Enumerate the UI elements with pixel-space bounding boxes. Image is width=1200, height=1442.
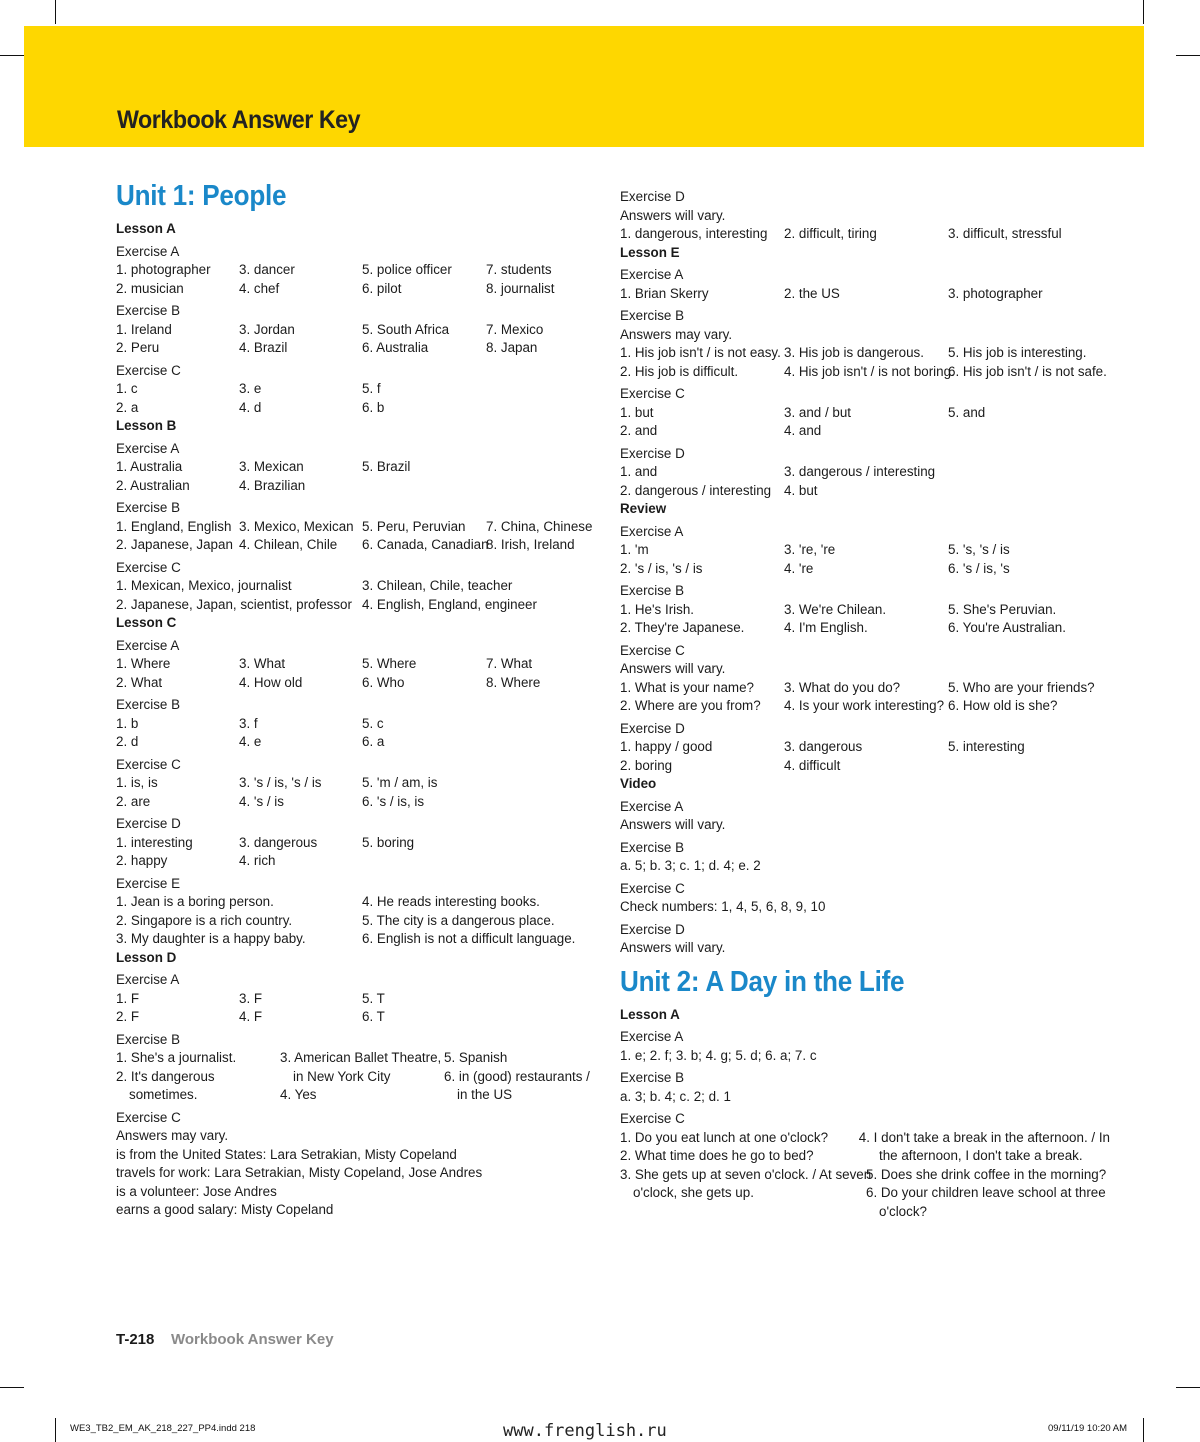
answer-cell: 4. but xyxy=(784,482,818,498)
exercise-label: Exercise A xyxy=(116,637,180,653)
answer-cell: Answers may vary. xyxy=(116,1128,229,1143)
left-sections xyxy=(116,220,596,1220)
answer-cell: 5. interesting xyxy=(948,739,1025,754)
lesson-heading: Review xyxy=(620,501,667,516)
answer-cell: 2. Australian xyxy=(116,477,190,493)
answer-cell: 1. Australia xyxy=(116,459,183,474)
answer-cell: 1. Do you eat lunch at one o'clock? xyxy=(620,1129,829,1145)
answer-row xyxy=(116,1008,596,1027)
answer-row xyxy=(620,816,1110,835)
exercise-label: Exercise A xyxy=(116,972,180,987)
exercise-label: Exercise A xyxy=(620,523,684,539)
answer-cell: 6. You're Australian. xyxy=(948,620,1066,635)
answer-row xyxy=(620,422,1110,441)
answer-cell: o'clock? xyxy=(879,1203,927,1219)
answer-cell: 6. b xyxy=(362,399,385,415)
watermark: www.frenglish.ru xyxy=(503,1421,667,1441)
answer-row xyxy=(116,1164,596,1183)
answer-row xyxy=(620,1088,1110,1107)
answer-row xyxy=(620,1203,1110,1222)
answer-cell: 5. and xyxy=(948,404,986,420)
lesson-heading: Video xyxy=(620,776,657,791)
answer-cell: 3. We're Chilean. xyxy=(784,601,887,617)
answer-cell: 6. English is not a difficult language. xyxy=(362,931,576,946)
crop-mark xyxy=(55,1418,56,1442)
crop-mark xyxy=(1143,1418,1144,1442)
answer-cell: 1. but xyxy=(620,404,654,420)
answer-row xyxy=(116,733,596,752)
exercise-label: Exercise B xyxy=(116,697,180,712)
answer-cell: 4. English, England, engineer xyxy=(362,596,537,612)
answer-cell: in the US xyxy=(457,1087,513,1102)
exercise-label: Exercise C xyxy=(620,386,685,401)
answer-cell: 5. boring xyxy=(362,834,415,850)
exercise-label: Exercise A xyxy=(116,243,180,259)
answer-row xyxy=(620,697,1110,716)
answer-row xyxy=(620,225,1110,244)
answer-cell: 3. 're, 're xyxy=(784,542,836,557)
left-column xyxy=(116,178,596,1220)
answer-row xyxy=(116,834,596,853)
answer-cell: 2. What xyxy=(116,674,163,690)
answer-row xyxy=(116,1086,596,1105)
answer-row xyxy=(620,939,1110,958)
answer-row xyxy=(116,774,596,793)
answer-cell: 6. Australia xyxy=(362,340,429,355)
answer-row xyxy=(116,261,596,280)
answer-cell: 4. 's / is xyxy=(239,793,284,809)
right-top-exercises xyxy=(620,188,1110,244)
answer-cell: 6. a xyxy=(362,734,385,749)
answer-row xyxy=(620,619,1110,638)
answer-row xyxy=(620,1129,1110,1148)
answer-cell: 6. His job isn't / is not safe. xyxy=(948,363,1107,379)
answer-cell: 3. She gets up at seven o'clock. / At seven xyxy=(620,1166,872,1182)
answer-row xyxy=(620,1047,1110,1066)
answer-cell: 4. Yes xyxy=(280,1087,317,1102)
answer-row xyxy=(620,482,1110,501)
answer-cell: 1. interesting xyxy=(116,834,193,850)
exercise-label: Exercise D xyxy=(620,445,685,461)
answer-cell: 1. His job isn't / is not easy. xyxy=(620,345,781,360)
answer-cell: 4. I'm English. xyxy=(784,620,868,635)
answer-row xyxy=(116,280,596,299)
answer-row xyxy=(620,660,1110,679)
page-number: T-218 xyxy=(116,1331,155,1348)
answer-cell: 3. photographer xyxy=(948,285,1043,301)
answer-row xyxy=(620,757,1110,776)
answer-cell: 4. rich xyxy=(239,853,276,868)
answer-cell: 3. What xyxy=(239,656,286,671)
answer-cell: 5. Who are your friends? xyxy=(948,679,1095,695)
answer-cell: 1. F xyxy=(116,990,140,1006)
answer-cell: 6. Who xyxy=(362,674,405,690)
crop-mark xyxy=(1143,0,1144,24)
answer-cell: 2. dangerous / interesting xyxy=(620,482,772,498)
answer-row xyxy=(116,321,596,340)
exercise-label: Exercise C xyxy=(620,1111,685,1126)
answer-row xyxy=(620,1166,1110,1185)
answer-row xyxy=(116,715,596,734)
answer-cell: 4. Brazil xyxy=(239,340,288,355)
answer-cell: 3. Mexican xyxy=(239,459,304,474)
crop-mark xyxy=(0,1387,24,1388)
answer-cell: 2. are xyxy=(116,793,151,809)
answer-cell: 4. Is your work interesting? xyxy=(784,698,945,713)
exercise-label: Exercise B xyxy=(116,1031,180,1047)
crop-mark xyxy=(1176,55,1200,56)
page-title: Workbook Answer Key xyxy=(117,106,361,134)
answer-row xyxy=(620,326,1110,345)
answer-row xyxy=(116,1183,596,1202)
answer-cell: 5. She's Peruvian. xyxy=(948,601,1057,617)
answer-cell: 5. The city is a dangerous place. xyxy=(362,912,555,928)
answer-cell: Answers will vary. xyxy=(620,661,726,676)
answer-cell: 3. f xyxy=(239,715,258,731)
answer-cell: 1. Ireland xyxy=(116,321,172,337)
answer-cell: 5. 'm / am, is xyxy=(362,775,438,790)
answer-cell: 2. F xyxy=(116,1009,140,1024)
answer-cell: 6. 's / is, is xyxy=(362,793,425,809)
answer-cell: is a volunteer: Jose Andres xyxy=(116,1183,277,1199)
answer-cell: 3. Chilean, Chile, teacher xyxy=(362,578,513,593)
answer-cell: the afternoon, I don't take a break. xyxy=(879,1148,1083,1163)
answer-cell: 6. How old is she? xyxy=(948,698,1058,713)
answer-cell: 1. dangerous, interesting xyxy=(620,226,768,241)
answer-cell: 6. Do your children leave school at three xyxy=(866,1185,1106,1200)
answer-cell: 3. e xyxy=(239,381,262,396)
exercise-label: Exercise B xyxy=(620,1070,684,1085)
unit2-sections xyxy=(620,1006,1110,1222)
answer-cell: a. 3; b. 4; c. 2; d. 1 xyxy=(620,1088,731,1104)
answer-cell: 8. Where xyxy=(486,674,541,690)
answer-row xyxy=(116,380,596,399)
lesson-heading: Lesson E xyxy=(620,244,680,260)
answer-cell: Answers will vary. xyxy=(620,940,726,955)
answer-cell: 2. They're Japanese. xyxy=(620,620,745,635)
answer-cell: 3. dangerous xyxy=(239,834,318,850)
answer-row xyxy=(116,893,596,912)
exercise-label: Exercise B xyxy=(620,583,684,598)
lesson-heading: Lesson C xyxy=(116,615,177,630)
answer-cell: 2. a xyxy=(116,399,139,415)
unit2-title: Unit 2: A Day in the Life xyxy=(620,965,905,998)
answer-cell: 5. T xyxy=(362,990,385,1006)
answer-row xyxy=(620,1184,1110,1203)
answer-cell: 2. Japanese, Japan, scientist, professor xyxy=(116,596,352,612)
answer-cell: 1. photographer xyxy=(116,262,211,277)
answer-row xyxy=(620,541,1110,560)
answer-cell: 5. Peru, Peruvian xyxy=(362,518,466,534)
answer-row xyxy=(116,930,596,949)
answer-row xyxy=(620,363,1110,382)
answer-cell: 1. 'm xyxy=(620,542,649,557)
answer-cell: 2. His job is difficult. xyxy=(620,363,739,379)
answer-cell: 3. My daughter is a happy baby. xyxy=(116,931,306,946)
answer-row xyxy=(116,458,596,477)
exercise-label: Exercise C xyxy=(620,642,685,658)
answer-row xyxy=(620,404,1110,423)
answer-row xyxy=(116,852,596,871)
answer-cell: 1. b xyxy=(116,715,139,731)
exercise-label: Exercise C xyxy=(620,880,685,896)
crop-mark xyxy=(0,55,24,56)
answer-cell: 4. and xyxy=(784,423,822,438)
lesson-heading: Lesson D xyxy=(116,949,177,965)
answer-cell: 5. Where xyxy=(362,656,417,671)
exercise-label: Exercise C xyxy=(116,1109,181,1125)
answer-cell: 7. students xyxy=(486,262,552,277)
answer-cell: 2. happy xyxy=(116,853,168,868)
answer-cell: 3. His job is dangerous. xyxy=(784,345,924,360)
answer-cell: 8. Japan xyxy=(486,340,538,355)
answer-cell: 3. dangerous xyxy=(784,739,863,754)
answer-cell: 6. Canada, Canadian xyxy=(362,537,489,552)
answer-cell: 1. England, English xyxy=(116,518,232,534)
answer-cell: 3. difficult, stressful xyxy=(948,226,1062,241)
answer-cell: 4. He reads interesting books. xyxy=(362,894,540,909)
answer-cell: Answers may vary. xyxy=(620,326,733,342)
answer-cell: 5. Brazil xyxy=(362,459,411,474)
right-sections xyxy=(620,244,1110,958)
answer-cell: 3. and / but xyxy=(784,404,852,420)
answer-row xyxy=(116,399,596,418)
answer-cell: 6. T xyxy=(362,1009,385,1024)
exercise-label: Exercise A xyxy=(620,1029,684,1044)
answer-cell: 6. in (good) restaurants / xyxy=(444,1068,590,1084)
answer-cell: Answers will vary. xyxy=(620,817,726,832)
answer-row xyxy=(620,1147,1110,1166)
answer-cell: sometimes. xyxy=(129,1087,198,1102)
answer-row xyxy=(620,344,1110,363)
answer-cell: 2. boring xyxy=(620,757,673,773)
answer-row xyxy=(116,596,596,615)
answer-cell: 5. South Africa xyxy=(362,321,450,337)
answer-row xyxy=(620,738,1110,757)
exercise-label: Exercise A xyxy=(620,798,684,814)
slug-file: WE3_TB2_EM_AK_218_227_PP4.indd 218 xyxy=(70,1423,256,1434)
answer-row xyxy=(116,339,596,358)
answer-cell: 3. What do you do? xyxy=(784,679,901,695)
answer-cell: 2. Singapore is a rich country. xyxy=(116,912,293,928)
right-column xyxy=(620,184,1110,1221)
exercise-label: Exercise E xyxy=(116,875,180,891)
answer-cell: 4. How old xyxy=(239,674,303,690)
answer-cell: 5. c xyxy=(362,715,384,731)
exercise-label: Exercise A xyxy=(620,267,684,282)
answer-cell: 4. d xyxy=(239,399,262,415)
answer-cell: 5. 's, 's / is xyxy=(948,542,1010,557)
lesson-heading: Lesson A xyxy=(620,1006,680,1022)
answer-row xyxy=(620,601,1110,620)
answer-cell: 2. Where are you from? xyxy=(620,698,761,713)
answer-row xyxy=(620,679,1110,698)
answer-row xyxy=(116,793,596,812)
answer-cell: 1. happy / good xyxy=(620,739,713,754)
answer-cell xyxy=(784,326,948,345)
exercise-label: Exercise D xyxy=(620,921,685,937)
answer-cell: 1. Mexican, Mexico, journalist xyxy=(116,578,292,593)
answer-cell: 1. He's Irish. xyxy=(620,601,694,617)
answer-cell: 7. What xyxy=(486,656,533,671)
answer-row xyxy=(116,536,596,555)
answer-cell: 3. American Ballet Theatre, xyxy=(280,1050,442,1065)
answer-cell: o'clock, she gets up. xyxy=(633,1185,754,1200)
answer-row xyxy=(620,898,1110,917)
exercise-label: Exercise B xyxy=(620,308,684,323)
exercise-label: Exercise C xyxy=(116,756,181,772)
answer-cell: 8. journalist xyxy=(486,280,555,296)
answer-row xyxy=(620,463,1110,482)
answer-cell: earns a good salary: Misty Copeland xyxy=(116,1202,334,1217)
answer-cell: 2. d xyxy=(116,734,139,749)
answer-cell: 5. Does she drink coffee in the morning? xyxy=(866,1166,1107,1182)
footer-label: Workbook Answer Key xyxy=(171,1331,334,1348)
answer-cell: 4. I don't take a break in the afternoon. / In xyxy=(858,1129,1110,1145)
answer-cell: 1. Jean is a boring person. xyxy=(116,894,274,909)
answer-row xyxy=(620,285,1110,304)
answer-cell: 4. Brazilian xyxy=(239,477,306,493)
answer-row xyxy=(116,655,596,674)
answer-row xyxy=(116,577,596,596)
answer-cell: Answers will vary. xyxy=(620,207,726,223)
answer-cell: 4. 're xyxy=(784,560,814,576)
answer-cell: 5. police officer xyxy=(362,262,452,277)
answer-cell: 2. Peru xyxy=(116,340,160,355)
answer-row xyxy=(620,560,1110,579)
answer-row xyxy=(116,1127,596,1146)
answer-cell: 2. difficult, tiring xyxy=(784,226,877,241)
exercise-label: Exercise D xyxy=(116,816,181,831)
answer-cell: 5. His job is interesting. xyxy=(948,345,1087,360)
answer-cell: 3. F xyxy=(239,990,263,1006)
answer-cell: 3. dancer xyxy=(239,262,295,277)
answer-cell: 3. dangerous / interesting xyxy=(784,464,936,479)
answer-cell: 2. What time does he go to bed? xyxy=(620,1148,814,1163)
answer-cell: 5. f xyxy=(362,381,381,396)
answer-cell: 4. F xyxy=(239,1009,263,1024)
answer-cell: is from the United States: Lara Setrakian, Misty Copeland xyxy=(116,1146,457,1162)
answer-cell: 1. She's a journalist. xyxy=(116,1050,237,1065)
answer-row xyxy=(116,1201,596,1220)
answer-cell: 1. c xyxy=(116,381,138,396)
answer-cell: 1. Where xyxy=(116,656,171,671)
answer-row xyxy=(116,477,596,496)
exercise-label: Exercise D xyxy=(620,189,685,204)
answer-cell: travels for work: Lara Setrakian, Misty Copeland, Jose Andres xyxy=(116,1165,483,1180)
crop-mark xyxy=(1176,1387,1200,1388)
answer-cell: 4. His job isn't / is not boring. xyxy=(784,363,955,379)
lesson-heading: Lesson B xyxy=(116,418,177,433)
answer-cell: 5. Spanish xyxy=(444,1050,508,1065)
answer-cell: 2. Japanese, Japan xyxy=(116,537,233,552)
unit-title: Unit 1: People xyxy=(116,180,287,212)
answer-cell: a. 5; b. 3; c. 1; d. 4; e. 2 xyxy=(620,858,761,873)
crop-mark xyxy=(55,0,56,24)
answer-cell: 1. and xyxy=(620,464,658,479)
answer-row xyxy=(116,1146,596,1165)
answer-cell: 1. What is your name? xyxy=(620,679,754,695)
answer-cell: 4. chef xyxy=(239,280,280,296)
answer-cell: 4. e xyxy=(239,734,262,749)
answer-cell: 4. Chilean, Chile xyxy=(239,537,338,552)
answer-cell: in New York City xyxy=(293,1068,391,1084)
answer-cell: 7. China, Chinese xyxy=(486,518,593,534)
answer-cell: 3. Jordan xyxy=(239,321,295,337)
answer-cell: 1. Brian Skerry xyxy=(620,285,709,301)
exercise-label: Exercise D xyxy=(620,720,685,736)
answer-cell xyxy=(784,660,948,679)
exercise-label: Exercise C xyxy=(116,362,181,378)
answer-row xyxy=(116,674,596,693)
answer-cell: 3. 's / is, 's / is xyxy=(239,775,322,790)
answer-row xyxy=(116,1068,596,1087)
answer-row xyxy=(620,207,1110,226)
answer-cell: 1. e; 2. f; 3. b; 4. g; 5. d; 6. a; 7. c xyxy=(620,1047,817,1063)
answer-row xyxy=(116,990,596,1009)
lesson-heading: Lesson A xyxy=(116,221,176,236)
slug-date: 09/11/19 10:20 AM xyxy=(1048,1423,1128,1434)
answer-cell: 2. 's / is, 's / is xyxy=(620,560,703,576)
answer-row xyxy=(116,518,596,537)
exercise-label: Exercise A xyxy=(116,440,180,456)
answer-cell: 2. the US xyxy=(784,285,840,301)
answer-cell: Check numbers: 1, 4, 5, 6, 8, 9, 10 xyxy=(620,899,826,914)
answer-cell: 6. 's / is, 's xyxy=(948,560,1010,576)
exercise-label: Exercise B xyxy=(620,839,684,855)
answer-row xyxy=(116,912,596,931)
answer-cell: 8. Irish, Ireland xyxy=(486,537,575,552)
answer-cell: 2. and xyxy=(620,423,658,438)
answer-row xyxy=(116,1049,596,1068)
exercise-label: Exercise B xyxy=(116,500,180,515)
answer-cell: 7. Mexico xyxy=(486,321,544,337)
answer-cell: 4. difficult xyxy=(784,757,841,773)
answer-row xyxy=(620,857,1110,876)
answer-cell: 2. musician xyxy=(116,280,184,296)
answer-cell: 3. Mexico, Mexican xyxy=(239,518,354,534)
answer-cell: 2. It's dangerous xyxy=(116,1068,215,1084)
answer-cell: 1. is, is xyxy=(116,775,158,790)
answer-cell: 6. pilot xyxy=(362,280,402,296)
answer-cell xyxy=(620,1203,866,1222)
exercise-label: Exercise C xyxy=(116,559,181,575)
exercise-label: Exercise B xyxy=(116,303,180,318)
